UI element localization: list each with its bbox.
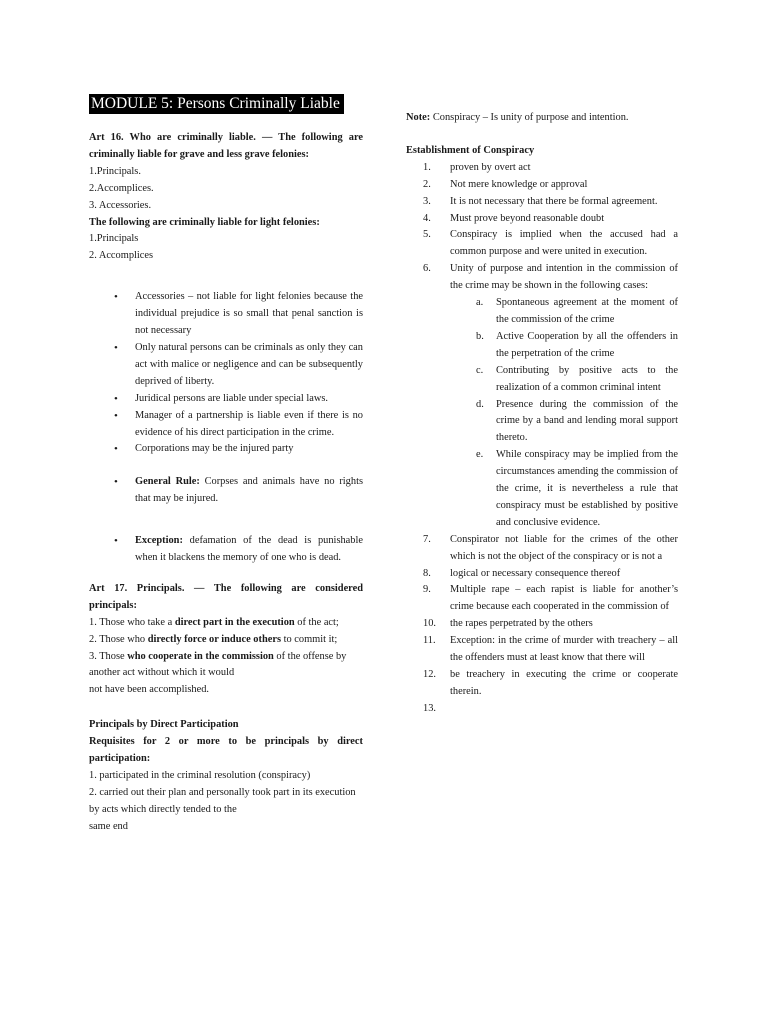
item-text: the rapes perpetrated by the others [450,618,593,630]
numbered-item [423,211,678,228]
exception-item [135,533,363,567]
art17-item-2-post: to commit it; [281,633,338,645]
item-text: Spontaneous agreement at the moment of the commission of the crime [496,297,678,325]
unity-cases-list [450,295,678,532]
bullet-item: • Corporations may be the injured party [135,441,363,458]
item-number: 1. [423,161,431,173]
lettered-item [476,397,678,448]
general-rule-item [135,474,363,508]
item-number: 12. [423,669,436,680]
numbered-item [423,667,678,701]
item-letter: e. [476,449,484,461]
lettered-item [476,363,678,397]
general-rule-text: Corpses and animals have no rights that may be injured. [135,476,363,505]
note-text: Conspiracy – Is unity of purpose and intention. [430,112,629,123]
bullet-item: • Only natural persons can be criminals as only they can act with malice or negligence and can be subsequently deprived of liberty. [135,340,363,391]
item-text: Not mere knowledge or approval [450,178,588,190]
numbered-item [423,177,678,194]
numbered-item [423,194,678,211]
item-text: Multiple rape – each rapist is liable for another’s crime because each cooperated in the commission of [450,584,678,613]
right-column [406,110,678,718]
item-letter: a. [476,297,484,309]
art16-heading: Art 16. Who are criminally liable. — The following are criminally liable for grave and less grave felonies: [89,132,363,160]
exception-label: Exception: [135,535,183,547]
item-text: Unity of purpose and intention in the commission of the crime may be shown in the following cases: [450,263,678,292]
numbered-item [423,160,678,177]
grave-item: 2.Accomplices. [89,182,154,194]
art17-item-3 [89,649,363,683]
item-number: 13. [423,702,436,714]
lettered-item [476,329,678,363]
notes-bullet-list [89,289,363,567]
item-text: Must prove beyond reasonable doubt [450,212,605,224]
numbered-item [423,582,678,616]
item-text: Active Cooperation by all the offenders in the perpetration of the crime [496,330,678,359]
lettered-item [476,295,678,329]
art17-item-3-bold: who cooperate in the commission [127,650,274,662]
light-felonies-list [89,231,363,265]
grave-item: 1.Principals. [89,165,141,177]
art17-item-2 [89,632,363,649]
item-letter: b. [476,330,484,342]
art17-item-2-pre: 2. Those who [89,633,148,645]
item-number: 9. [423,584,431,596]
art17-item-2-bold: directly force or induce others [147,633,282,645]
item-text: Exception: in the crime of murder with treachery – all the offenders must at least know that there will [450,635,678,664]
item-number: 4. [423,212,431,224]
numbered-item [423,701,678,718]
item-text: Presence during the commission of the crime by a band and lending moral support thereto. [496,398,678,444]
requisite-1: 1. participated in the criminal resolution (conspiracy) [89,770,311,781]
item-number: 2. [423,178,431,190]
art17-item-1-bold: direct part in the execution [174,616,295,628]
establishment-heading: Establishment of Conspiracy [406,144,535,156]
note-line [406,110,678,127]
light-felonies-heading: The following are criminally liable for light felonies: [89,216,320,228]
item-text: Conspirator not liable for the crimes of the other which is not the object of the conspiracy or is not a [450,533,678,562]
bullet-item: • Manager of a partnership is liable even if there is no evidence of his direct participation in the crime. [135,408,363,442]
numbered-item [423,616,678,633]
item-letter: c. [476,364,484,376]
item-text: Conspiracy is implied when the accused had a common purpose and were united in execution. [450,229,678,258]
left-column [89,94,363,836]
art17-item-3-cont: not have been accomplished. [89,684,210,696]
numbered-item [423,227,678,261]
numbered-item [423,566,678,583]
direct-participation-heading: Principals by Direct Participation [89,719,239,731]
item-text: While conspiracy may be implied from the circumstances amending the commission of the crime, it is nevertheless a rule that conspiracy must be established by positive and conclusive evidence. [496,449,678,528]
art17-item-1-pre: 1. Those who take a [89,616,175,628]
item-number: 10. [423,618,436,630]
bullet-item: • Accessories – not liable for light felonies because the individual prejudice is so small that penal sanction is not necessary [135,289,363,340]
lettered-item [476,447,678,532]
item-number: 8. [423,567,431,579]
light-item: 1.Principals [89,233,139,245]
item-letter: d. [476,398,484,410]
grave-item: 3. Accessories. [89,199,152,211]
item-number: 3. [423,195,431,207]
grave-felonies-list [89,164,363,215]
numbered-item [423,261,678,532]
exception-text: defamation of the dead is punishable when it blackens the memory of one who is dead. [135,535,363,564]
item-number: 6. [423,263,431,275]
item-text: proven by overt act [450,161,531,173]
general-rule-label: General Rule: [135,476,200,488]
module-title: MODULE 5: Persons Criminally Liable [89,94,344,114]
item-number: 5. [423,229,431,241]
numbered-item [423,633,678,667]
numbered-item [423,532,678,566]
requisites-heading: Requisites for 2 or more to be principals by direct participation: [89,736,363,765]
item-number: 7. [423,533,431,545]
note-label: Note: [406,112,431,123]
light-item: 2. Accomplices [89,250,154,262]
item-text: Contributing by positive acts to the realization of a common criminal intent [496,364,678,393]
art17-item-3-post: of the offense by another act without which it would [89,650,347,679]
art17-item-3-pre: 3. Those [89,650,128,662]
bullet-item: • Juridical persons are liable under special laws. [135,391,363,408]
art17-heading: Art 17. Principals. — The following are considered principals: [89,582,363,611]
art17-item-1 [89,615,363,632]
item-text: logical or necessary consequence thereof [450,567,621,579]
requisite-2-cont: same end [89,820,128,832]
item-text: be treachery in executing the crime or cooperate therein. [450,669,678,697]
art17-item-1-post: of the act; [294,616,339,628]
establishment-list [406,160,678,718]
item-number: 11. [423,635,436,647]
requisite-2: 2. carried out their plan and personally took part in its execution by acts which directly tended to the [89,786,356,815]
item-text: It is not necessary that there be formal agreement. [450,195,658,207]
